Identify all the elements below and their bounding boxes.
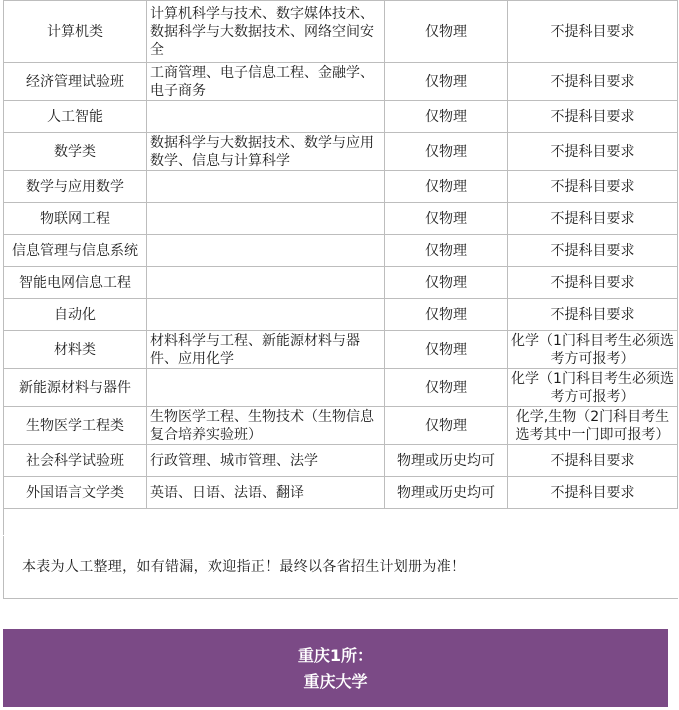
banner-region-title: 重庆1所：	[297, 646, 374, 665]
category-cell: 外国语言文学类	[4, 477, 147, 509]
subject-cell: 仅物理	[385, 267, 508, 299]
majors-cell: 工商管理、电子信息工程、金融学、电子商务	[147, 63, 385, 101]
category-cell: 人工智能	[4, 101, 147, 133]
category-cell: 自动化	[4, 299, 147, 331]
empty-cell	[147, 509, 385, 535]
requirement-cell: 不提科目要求	[508, 1, 678, 63]
majors-cell	[147, 299, 385, 331]
table-row	[4, 203, 678, 235]
majors-cell: 数据科学与大数据技术、数学与应用数学、信息与计算科学	[147, 133, 385, 171]
table-row	[4, 299, 678, 331]
category-cell: 社会科学试验班	[4, 445, 147, 477]
majors-cell	[147, 267, 385, 299]
majors-cell	[147, 235, 385, 267]
requirement-cell: 不提科目要求	[508, 299, 678, 331]
majors-cell: 计算机科学与技术、数字媒体技术、数据科学与大数据技术、网络空间安全	[147, 1, 385, 63]
majors-cell	[147, 101, 385, 133]
admission-table-container	[3, 0, 677, 535]
majors-cell: 行政管理、城市管理、法学	[147, 445, 385, 477]
category-cell: 计算机类	[4, 1, 147, 63]
table-row	[4, 267, 678, 299]
majors-cell: 生物医学工程、生物技术（生物信息复合培养实验班）	[147, 407, 385, 445]
majors-cell: 材料科学与工程、新能源材料与器件、应用化学	[147, 331, 385, 369]
empty-cell	[385, 509, 508, 535]
empty-cell	[508, 509, 678, 535]
subject-cell: 仅物理	[385, 101, 508, 133]
table-row-empty	[4, 509, 678, 535]
requirement-cell: 化学,生物（2门科目考生选考其中一门即可报考）	[508, 407, 678, 445]
requirement-cell: 化学（1门科目考生必须选考方可报考）	[508, 369, 678, 407]
requirement-cell: 不提科目要求	[508, 101, 678, 133]
category-cell: 智能电网信息工程	[4, 267, 147, 299]
subject-cell: 物理或历史均可	[385, 445, 508, 477]
table-row	[4, 235, 678, 267]
requirement-cell: 不提科目要求	[508, 267, 678, 299]
table-row	[4, 1, 678, 63]
requirement-cell: 不提科目要求	[508, 477, 678, 509]
table-row	[4, 331, 678, 369]
disclaimer-note: 本表为人工整理，如有错漏，欢迎指正！最终以各省招生计划册为准！	[22, 559, 466, 575]
admission-table	[3, 0, 678, 535]
subject-cell: 仅物理	[385, 407, 508, 445]
requirement-cell: 不提科目要求	[508, 235, 678, 267]
category-cell: 数学类	[4, 133, 147, 171]
category-cell: 材料类	[4, 331, 147, 369]
requirement-cell: 不提科目要求	[508, 445, 678, 477]
table-row	[4, 171, 678, 203]
subject-cell: 物理或历史均可	[385, 477, 508, 509]
majors-cell: 英语、日语、法语、翻译	[147, 477, 385, 509]
requirement-cell: 不提科目要求	[508, 63, 678, 101]
subject-cell: 仅物理	[385, 63, 508, 101]
subject-cell: 仅物理	[385, 1, 508, 63]
banner-university-name: 重庆大学	[303, 672, 368, 691]
empty-cell	[4, 509, 147, 535]
table-row	[4, 407, 678, 445]
table-row	[4, 63, 678, 101]
category-cell: 生物医学工程类	[4, 407, 147, 445]
subject-cell: 仅物理	[385, 369, 508, 407]
subject-cell: 仅物理	[385, 299, 508, 331]
table-row	[4, 369, 678, 407]
majors-cell	[147, 171, 385, 203]
table-row	[4, 445, 678, 477]
subject-cell: 仅物理	[385, 171, 508, 203]
subject-cell: 仅物理	[385, 203, 508, 235]
requirement-cell: 不提科目要求	[508, 203, 678, 235]
table-row	[4, 133, 678, 171]
table-row	[4, 101, 678, 133]
majors-cell	[147, 369, 385, 407]
category-cell: 新能源材料与器件	[4, 369, 147, 407]
subject-cell: 仅物理	[385, 235, 508, 267]
table-row	[4, 477, 678, 509]
requirement-cell: 化学（1门科目考生必须选考方可报考）	[508, 331, 678, 369]
note-area	[3, 536, 678, 599]
requirement-cell: 不提科目要求	[508, 171, 678, 203]
subject-cell: 仅物理	[385, 331, 508, 369]
requirement-cell: 不提科目要求	[508, 133, 678, 171]
section-banner	[3, 629, 668, 707]
majors-cell	[147, 203, 385, 235]
subject-cell: 仅物理	[385, 133, 508, 171]
category-cell: 物联网工程	[4, 203, 147, 235]
category-cell: 经济管理试验班	[4, 63, 147, 101]
category-cell: 数学与应用数学	[4, 171, 147, 203]
category-cell: 信息管理与信息系统	[4, 235, 147, 267]
